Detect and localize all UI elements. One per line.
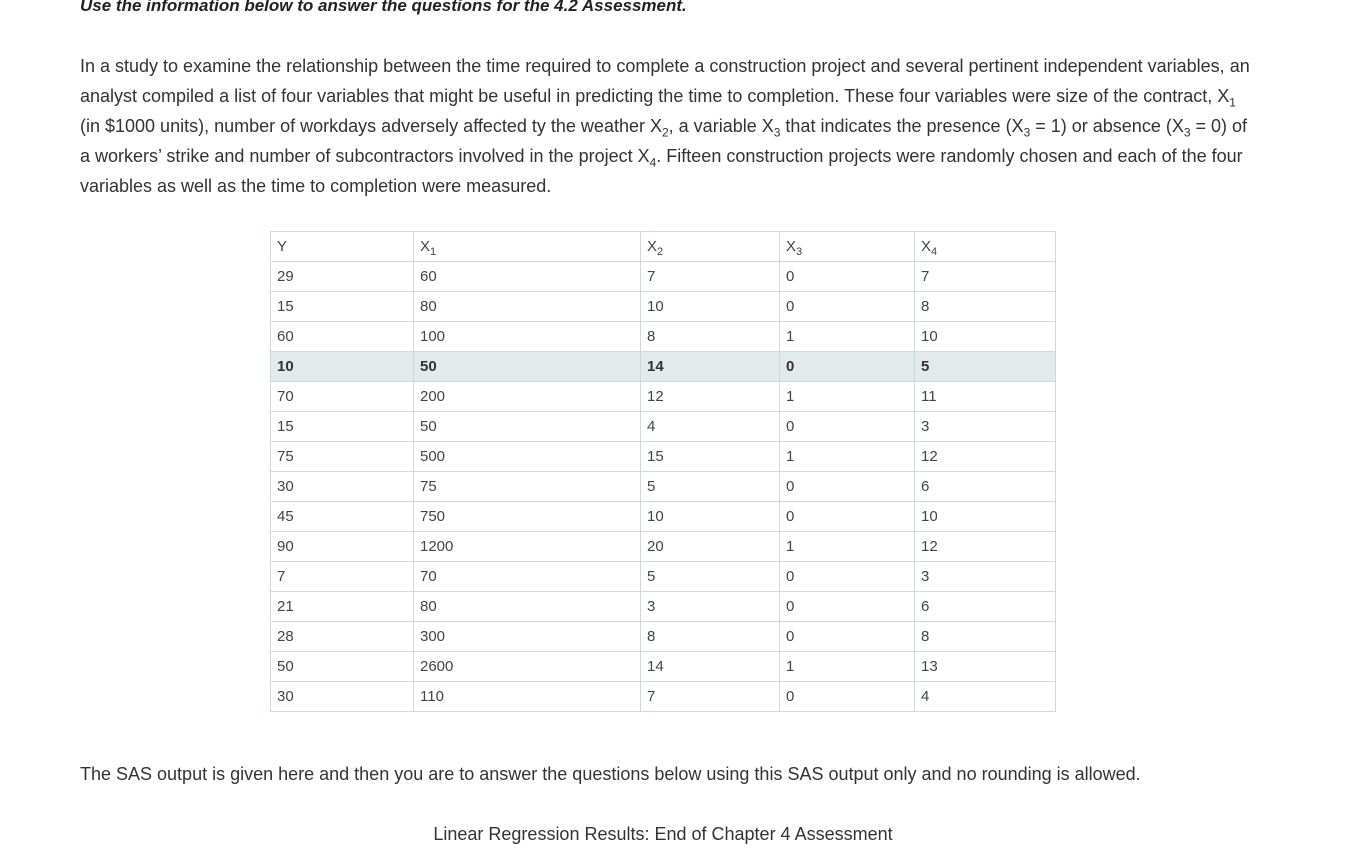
table-cell: 0 bbox=[780, 262, 915, 292]
table-cell: 80 bbox=[414, 592, 641, 622]
table-cell: 500 bbox=[414, 442, 641, 472]
table-cell: 10 bbox=[641, 502, 780, 532]
column-header-subscript: 2 bbox=[657, 246, 664, 258]
table-row bbox=[271, 292, 1056, 322]
table-cell: 0 bbox=[780, 502, 915, 532]
table-cell: 30 bbox=[271, 682, 414, 712]
table-cell: 1 bbox=[780, 532, 915, 562]
table-cell: 10 bbox=[915, 502, 1056, 532]
table-row bbox=[271, 322, 1056, 352]
intro-text: = 1) or absence (X bbox=[1030, 116, 1184, 136]
table-cell: 8 bbox=[641, 622, 780, 652]
table-row bbox=[271, 352, 1056, 382]
table-cell: 50 bbox=[271, 652, 414, 682]
data-table bbox=[270, 231, 1056, 712]
regression-results-caption: Linear Regression Results: End of Chapter 4 Assessment bbox=[433, 824, 893, 844]
table-cell: 0 bbox=[780, 292, 915, 322]
column-header-label: X bbox=[921, 238, 932, 255]
column-header-label: X bbox=[786, 238, 797, 255]
table-cell: 0 bbox=[780, 562, 915, 592]
table-cell: 1 bbox=[780, 442, 915, 472]
table-cell: 8 bbox=[641, 322, 780, 352]
subscript: 3 bbox=[1183, 125, 1191, 140]
column-header bbox=[641, 232, 780, 262]
column-header-subscript: 3 bbox=[796, 246, 803, 258]
column-header-subscript: 4 bbox=[931, 246, 938, 258]
table-cell: 3 bbox=[915, 562, 1056, 592]
table-row bbox=[271, 532, 1056, 562]
subscript: 4 bbox=[649, 155, 657, 170]
table-row bbox=[271, 682, 1056, 712]
table-cell: 0 bbox=[780, 472, 915, 502]
table-row bbox=[271, 592, 1056, 622]
table-cell: 4 bbox=[641, 412, 780, 442]
table-cell: 8 bbox=[915, 292, 1056, 322]
table-cell: 300 bbox=[414, 622, 641, 652]
table-cell: 12 bbox=[641, 382, 780, 412]
table-cell: 1 bbox=[780, 382, 915, 412]
intro-text: . Fifteen construction projects were randomly chosen and each of the four variables as well as the time to completion were measured. bbox=[80, 146, 1243, 196]
column-header-subscript: 1 bbox=[430, 246, 437, 258]
table-cell: 5 bbox=[641, 472, 780, 502]
table-cell: 110 bbox=[414, 682, 641, 712]
table-cell: 10 bbox=[915, 322, 1056, 352]
table-cell: 15 bbox=[641, 442, 780, 472]
table-cell: 0 bbox=[780, 352, 915, 382]
table-cell: 70 bbox=[271, 382, 414, 412]
table-cell: 90 bbox=[271, 532, 414, 562]
column-header-label: X bbox=[647, 238, 658, 255]
table-cell: 70 bbox=[414, 562, 641, 592]
table-cell: 15 bbox=[271, 292, 414, 322]
table-cell: 750 bbox=[414, 502, 641, 532]
subscript: 3 bbox=[773, 125, 781, 140]
table-cell: 7 bbox=[271, 562, 414, 592]
subscript: 1 bbox=[1229, 95, 1236, 110]
table-cell: 1200 bbox=[414, 532, 641, 562]
table-cell: 20 bbox=[641, 532, 780, 562]
table-cell: 60 bbox=[414, 262, 641, 292]
table-cell: 1 bbox=[780, 322, 915, 352]
subscript: 3 bbox=[1023, 125, 1031, 140]
table-cell: 45 bbox=[271, 502, 414, 532]
table-cell: 50 bbox=[414, 412, 641, 442]
table-cell: 0 bbox=[780, 412, 915, 442]
table-cell: 7 bbox=[915, 262, 1056, 292]
table-cell: 30 bbox=[271, 472, 414, 502]
table-row bbox=[271, 412, 1056, 442]
table-cell: 12 bbox=[915, 442, 1056, 472]
subscript: 2 bbox=[661, 125, 669, 140]
table-row bbox=[271, 472, 1056, 502]
table-cell: 3 bbox=[915, 412, 1056, 442]
table-cell: 0 bbox=[780, 622, 915, 652]
table-cell: 6 bbox=[915, 472, 1056, 502]
table-header-row bbox=[271, 232, 1056, 262]
table-cell: 5 bbox=[915, 352, 1056, 382]
table-cell: 12 bbox=[915, 532, 1056, 562]
table-cell: 7 bbox=[641, 262, 780, 292]
table-cell: 21 bbox=[271, 592, 414, 622]
column-header-label: X bbox=[420, 238, 431, 255]
table-row bbox=[271, 502, 1056, 532]
table-cell: 6 bbox=[915, 592, 1056, 622]
table-cell: 2600 bbox=[414, 652, 641, 682]
table-cell: 29 bbox=[271, 262, 414, 292]
table-cell: 10 bbox=[641, 292, 780, 322]
table-cell: 80 bbox=[414, 292, 641, 322]
table-cell: 4 bbox=[915, 682, 1056, 712]
table-cell: 5 bbox=[641, 562, 780, 592]
intro-text: In a study to examine the relationship between the time required to complete a construction project and several pertinent independent variables, an analyst compiled a list of four variables that might be useful in predicting the time to completion. These four variables were size of the contract, X bbox=[80, 56, 1250, 106]
table-cell: 8 bbox=[915, 622, 1056, 652]
intro-text: (in $1000 units), number of workdays adversely affected ty the weather X bbox=[80, 116, 662, 136]
table-cell: 75 bbox=[271, 442, 414, 472]
table-row bbox=[271, 562, 1056, 592]
table-cell: 7 bbox=[641, 682, 780, 712]
column-header bbox=[414, 232, 641, 262]
table-row bbox=[271, 622, 1056, 652]
table-cell: 11 bbox=[915, 382, 1056, 412]
sas-output-note: The SAS output is given here and then you are to answer the questions below using this SAS output only and no rounding is allowed. bbox=[80, 764, 1141, 784]
column-header-label: Y bbox=[277, 238, 288, 255]
intro-paragraph bbox=[80, 51, 1250, 201]
table-cell: 10 bbox=[271, 352, 414, 382]
table-cell: 100 bbox=[414, 322, 641, 352]
table-cell: 0 bbox=[780, 682, 915, 712]
table-cell: 200 bbox=[414, 382, 641, 412]
column-header bbox=[271, 232, 414, 262]
intro-text: = 0) of a workers’ strike and number of subcontractors involved in the project X bbox=[80, 116, 1248, 166]
table-cell: 13 bbox=[915, 652, 1056, 682]
data-table-body bbox=[271, 232, 1056, 712]
table-row bbox=[271, 442, 1056, 472]
intro-text: that indicates the presence (X bbox=[780, 116, 1024, 136]
table-cell: 14 bbox=[641, 652, 780, 682]
table-cell: 60 bbox=[271, 322, 414, 352]
table-cell: 3 bbox=[641, 592, 780, 622]
section-heading: Use the information below to answer the questions for the 4.2 Assessment. bbox=[80, 0, 687, 15]
table-cell: 15 bbox=[271, 412, 414, 442]
table-row bbox=[271, 652, 1056, 682]
table-cell: 75 bbox=[414, 472, 641, 502]
intro-text: , a variable X bbox=[668, 116, 774, 136]
table-cell: 0 bbox=[780, 592, 915, 622]
table-cell: 1 bbox=[780, 652, 915, 682]
table-cell: 28 bbox=[271, 622, 414, 652]
table-cell: 50 bbox=[414, 352, 641, 382]
table-row bbox=[271, 262, 1056, 292]
column-header bbox=[780, 232, 915, 262]
table-cell: 14 bbox=[641, 352, 780, 382]
column-header bbox=[915, 232, 1056, 262]
table-row bbox=[271, 382, 1056, 412]
